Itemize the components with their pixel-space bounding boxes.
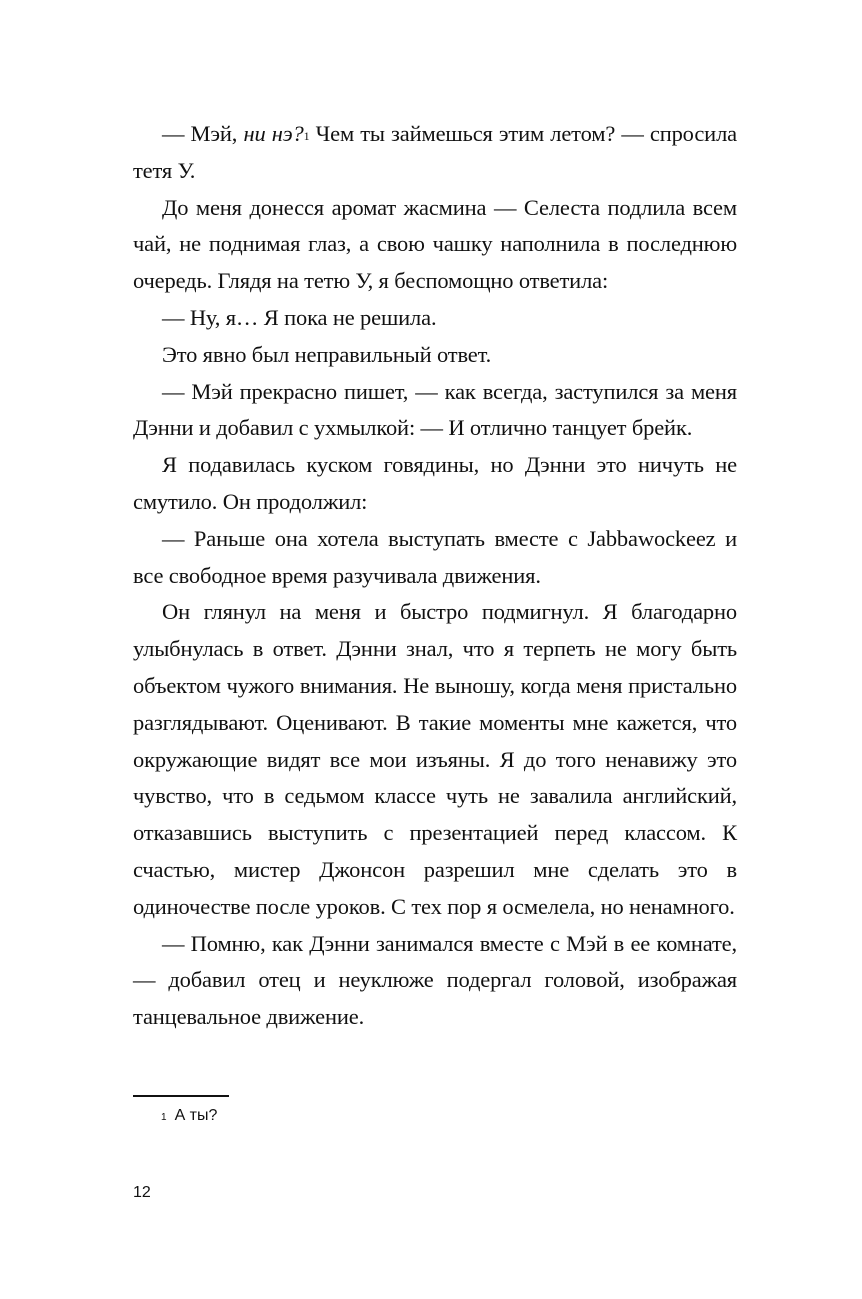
- paragraph-9: — Помню, как Дэнни занимался вместе с Мэй в ее комнате, — добавил отец и неуклюже подергал головой, изображая танцевальное движение.: [133, 930, 737, 1030]
- footnote-divider: [133, 1095, 229, 1097]
- paragraph-6: Я подавилась куском говядины, но Дэнни это ничуть не смутило. Он продолжил:: [133, 452, 737, 514]
- italic-phrase: ни нэ?: [243, 121, 304, 146]
- page-number: 12: [133, 1184, 151, 1201]
- footnote-mark: 1: [161, 1112, 167, 1123]
- footnote: [161, 1104, 217, 1128]
- footnote-reference: 1: [303, 129, 310, 143]
- paragraph-4: Это явно был неправильный ответ.: [162, 341, 492, 367]
- paragraph-3: — Ну, я… Я пока не решила.: [162, 304, 437, 330]
- body-text: [133, 116, 737, 1036]
- footnote-text: А ты?: [174, 1107, 218, 1124]
- paragraph-7: — Раньше она хотела выступать вместе с Jabbawockeez и все свободное время разучивала движения.: [133, 525, 737, 588]
- paragraph-5: — Мэй прекрасно пишет, — как всегда, заступился за меня Дэнни и добавил с ухмылкой: — И отлично танцует брейк.: [133, 378, 737, 441]
- paragraph-1: — Мэй, ни нэ?$^1$ Чем ты займешься этим летом? — спросила тетя У.: [133, 121, 737, 183]
- paragraph-2: До меня донесся аромат жасмина — Селеста подлила всем чай, не поднимая глаз, а свою чашку наполнила в последнюю очередь. Глядя на тетю У, я беспомощно ответила:: [133, 194, 737, 294]
- paragraph-8: Он глянул на меня и быстро подмигнул. Я благодарно улыбнулась в ответ. Дэнни знал, что я терпеть не могу быть объектом чужого внимания. Не выношу, когда меня пристально разглядывают. Оценивают. В такие моменты мне кажется, что окружающие видят все мои изъяны. Я до того ненавижу это чувство, что в седьмом классе чуть не завалила английский, отказавшись выступить с презентацией перед классом. К счастью, мистер Джонсон разрешил мне сделать это в одиночестве после уроков. С тех пор я осмелела, но ненамного.: [133, 599, 737, 919]
